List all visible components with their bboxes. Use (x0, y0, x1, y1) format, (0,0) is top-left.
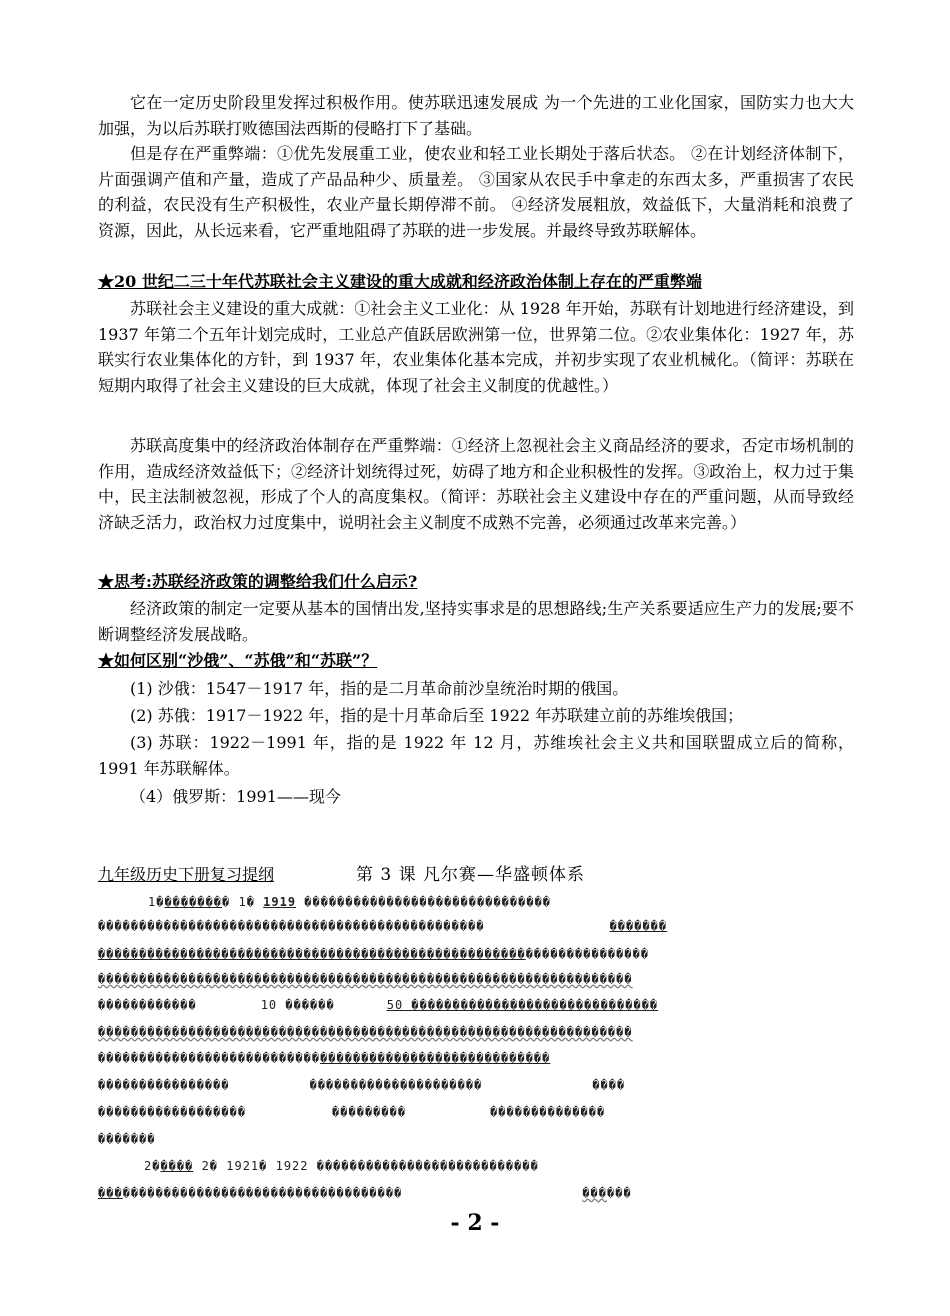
paragraph-drawbacks: 但是存在严重弊端：①优先发展重工业，使农业和轻工业长期处于落后状态。 ②在计划经济体制下，片面强调产值和产量，造成了产品品种少、质量差。 ③国家从农民手中拿走的东西太多，严重损害了农民的利益，农民没有生产积极性，农业产量长期停滞不前。 ④经济发展粗放，效益低下，大量消耗和浪费了资源，因此，从长远来看，它严重地阻碍了苏联的进一步发展。并最终导致苏联解体。 (98, 144, 854, 240)
list-item-russia: （4）俄罗斯：1991——现今 (130, 787, 341, 806)
garbled-line-4: ����������������������������������������������������������������� (98, 972, 633, 986)
list-item-soviet-russia: (2) 苏俄：1917－1922 年，指的是十月革命后至 1922 年苏联建立前的苏维埃俄国； (130, 706, 744, 725)
garbled-line-7: ������������������������������������������������������� (98, 1051, 551, 1065)
garbled-line-6: ����������������������������������������������������������������� (98, 1025, 633, 1039)
paragraph-positive-role: 它在一定历史阶段里发挥过积极作用。使苏联迅速发展成 为一个先进的工业化国家，国防实力也大大加强，为以后苏联打败德国法西斯的侵略打下了基础。 (98, 93, 854, 138)
garbled-line-5: ������������ 10 ������ 50 ������������������������������ (98, 998, 659, 1012)
section-heading-reflection: ★思考:苏联经济政策的调整给我们什么启示? (98, 572, 418, 591)
garbled-line-2: ����������������������������������������������� ������� (98, 919, 668, 933)
section-heading-distinguish: ★如何区别“沙俄”、“苏俄”和“苏联”？ (98, 651, 378, 670)
section-heading-achievements: ★20 世纪二三十年代苏联社会主义建设的重大成就和经济政治体制上存在的严重弊端 (98, 272, 702, 291)
lesson-header-left: 九年级历史下册复习提纲 (98, 865, 275, 884)
garbled-line-12: ������������������������������������� ������ (98, 1186, 632, 1200)
garbled-line-9: ������������������ ��������� �������������� (98, 1105, 606, 1119)
paragraph-reflection-answer: 经济政策的制定一定要从基本的国情出发,坚持实事求是的思想路线;生产关系要适应生产力的发展;要不断调整经济发展战略。 (98, 599, 854, 644)
paragraph-achievements: 苏联社会主义建设的重大成就：①社会主义工业化：从 1928 年开始，苏联有计划地进行经济建设，到 1937 年第二个五年计划完成时，工业总产值跃居欧洲第一位，世界第二位。②农业集体化：1927 年，苏联实行农业集体化的方针，到 1937 年，农业集体化基本完成，并初步实现了农业机械化。（简评：苏联在短期内取得了社会主义建设的巨大成就，体现了社会主义制度的优越性。） (98, 299, 854, 395)
list-item-soviet-union: (3) 苏联：1922－1991 年，指的是 1922 年 12 月，苏维埃社会主义共和国联盟成立后的简称，1991 年苏联解体。 (98, 733, 854, 778)
paragraph-system-drawbacks: 苏联高度集中的经济政治体制存在严重弊端：①经济上忽视社会主义商品经济的要求，否定市场机制的作用，造成经济效益低下；②经济计划统得过死，妨碍了地方和企业积极性的发挥。③政治上，权力过于集中，民主法制被忽视，形成了个人的高度集权。（简评：苏联社会主义建设中存在的严重问题，从而导致经济缺乏活力，政治权力过度集中，说明社会主义制度不成熟不完善，必须通过改革来完善。） (98, 436, 854, 532)
garbled-line-3: ������������������������������������������������������������������� (98, 947, 650, 961)
garbled-line-11: 2����� 2� 1921� 1922 ��������������������������� (144, 1159, 539, 1173)
garbled-line-8: ���������������� ��������������������� ���� (98, 1078, 626, 1092)
page-number: - 2 - (450, 1210, 500, 1236)
lesson-title: 第 3 课 凡尔赛—华盛顿体系 (356, 865, 586, 885)
garbled-line-10: ������� (98, 1132, 156, 1146)
garbled-line-1: 1��������� 1� 1919 ������������������������������ (148, 895, 552, 909)
list-item-tsarist-russia: (1) 沙俄：1547－1917 年，指的是二月革命前沙皇统治时期的俄国。 (130, 679, 629, 698)
